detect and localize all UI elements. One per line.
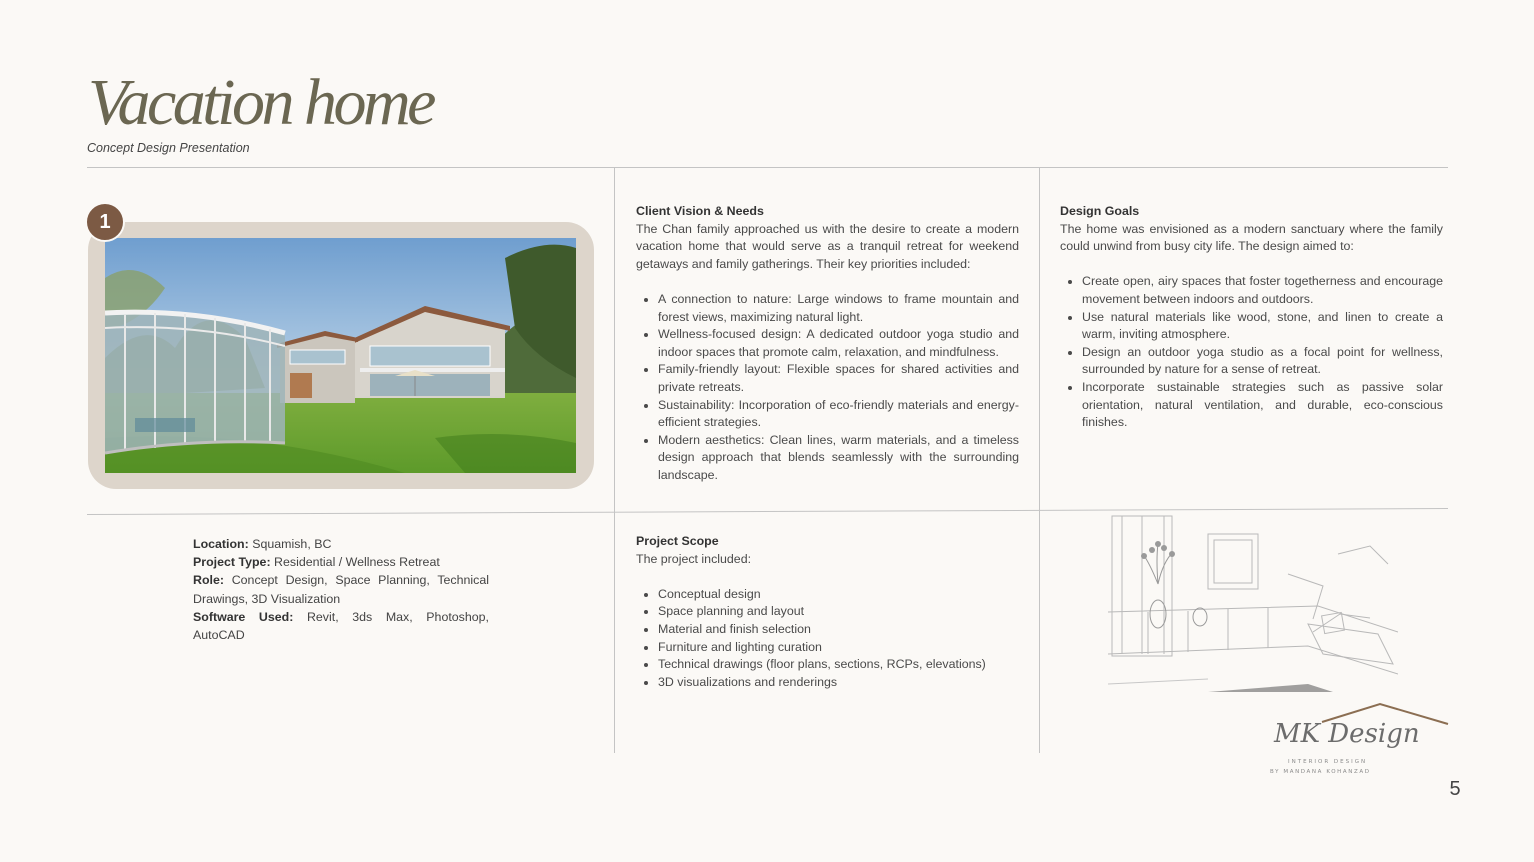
mk-design-logo xyxy=(1262,700,1452,780)
list-item: • Incorporate sustainable strategies such as passive solar orientation, natural ventilation, and durable, eco-conscious finishes. xyxy=(1082,379,1443,432)
list-item: • Furniture and lighting curation xyxy=(658,639,1019,657)
client-vision-section xyxy=(636,203,1019,485)
column-divider-left xyxy=(614,168,615,753)
logo-tagline-2: BY MANDANA KOHANZAD xyxy=(1270,769,1371,775)
list-item: • 3D visualizations and renderings xyxy=(658,674,1019,692)
list-item: • Modern aesthetics: Clean lines, warm materials, and a timeless design approach that blends seamlessly with the surrounding landscape. xyxy=(658,432,1019,485)
step-number-badge: 1 xyxy=(85,202,125,242)
interior-sketch-image xyxy=(1108,514,1398,694)
client-vision-list xyxy=(636,291,1019,485)
design-goals-heading: Design Goals xyxy=(1060,204,1140,218)
software-row: Software Used: Revit, 3ds Max, Photoshop, AutoCAD xyxy=(193,609,489,643)
list-item: • Technical drawings (floor plans, sections, RCPs, elevations) xyxy=(658,656,1019,674)
role-row: Role: Concept Design, Space Planning, Technical Drawings, 3D Visualization xyxy=(193,573,489,606)
list-item: • Sustainability: Incorporation of eco-friendly materials and energy-efficient strategies. xyxy=(658,397,1019,432)
project-scope-heading: Project Scope xyxy=(636,534,719,548)
client-vision-intro: The Chan family approached us with the desire to create a modern vacation home that would serve as a tranquil retreat for weekend getaways and family gatherings. Their key priorities included: xyxy=(636,221,1019,271)
list-item: • Design an outdoor yoga studio as a focal point for wellness, surrounded by nature for a sense of retreat. xyxy=(1082,344,1443,379)
list-item: • A connection to nature: Large windows to frame mountain and forest views, maximizing natural light. xyxy=(658,291,1019,326)
project-type-row: Project Type: Residential / Wellness Retreat xyxy=(193,555,440,570)
location-row: Location: Squamish, BC xyxy=(193,537,332,551)
design-goals-section xyxy=(1060,203,1443,432)
top-divider xyxy=(87,167,1448,168)
house-rendering-image xyxy=(105,238,576,473)
list-item: • Material and finish selection xyxy=(658,621,1019,639)
list-item: • Family-friendly layout: Flexible spaces for shared activities and private retreats. xyxy=(658,361,1019,396)
page-number: 5 xyxy=(1449,778,1461,800)
list-item: • Use natural materials like wood, stone, and linen to create a warm, inviting atmosphere. xyxy=(1082,309,1443,344)
project-scope-intro: The project included: xyxy=(636,551,752,566)
design-goals-intro: The home was envisioned as a modern sanctuary where the family could unwind from busy city life. The design aimed to: xyxy=(1060,221,1443,254)
logo-tagline-1: INTERIOR DESIGN xyxy=(1288,759,1368,765)
project-scope-section xyxy=(636,533,1019,691)
project-scope-list xyxy=(636,586,1019,692)
list-item: • Wellness-focused design: A dedicated outdoor yoga studio and indoor spaces that promote calm, relaxation, and mindfulness. xyxy=(658,326,1019,361)
page-subtitle: Concept Design Presentation xyxy=(87,141,250,155)
list-item: • Create open, airy spaces that foster togetherness and encourage movement between indoors and outdoors. xyxy=(1082,273,1443,308)
client-vision-heading: Client Vision & Needs xyxy=(636,204,764,218)
logo-wordmark: MK Design xyxy=(1274,719,1420,749)
design-goals-list xyxy=(1060,273,1443,431)
list-item: • Conceptual design xyxy=(658,586,1019,604)
project-info xyxy=(193,535,489,644)
list-item: • Space planning and layout xyxy=(658,603,1019,621)
page-title: Vacation home xyxy=(88,66,433,139)
column-divider-right xyxy=(1039,168,1040,753)
